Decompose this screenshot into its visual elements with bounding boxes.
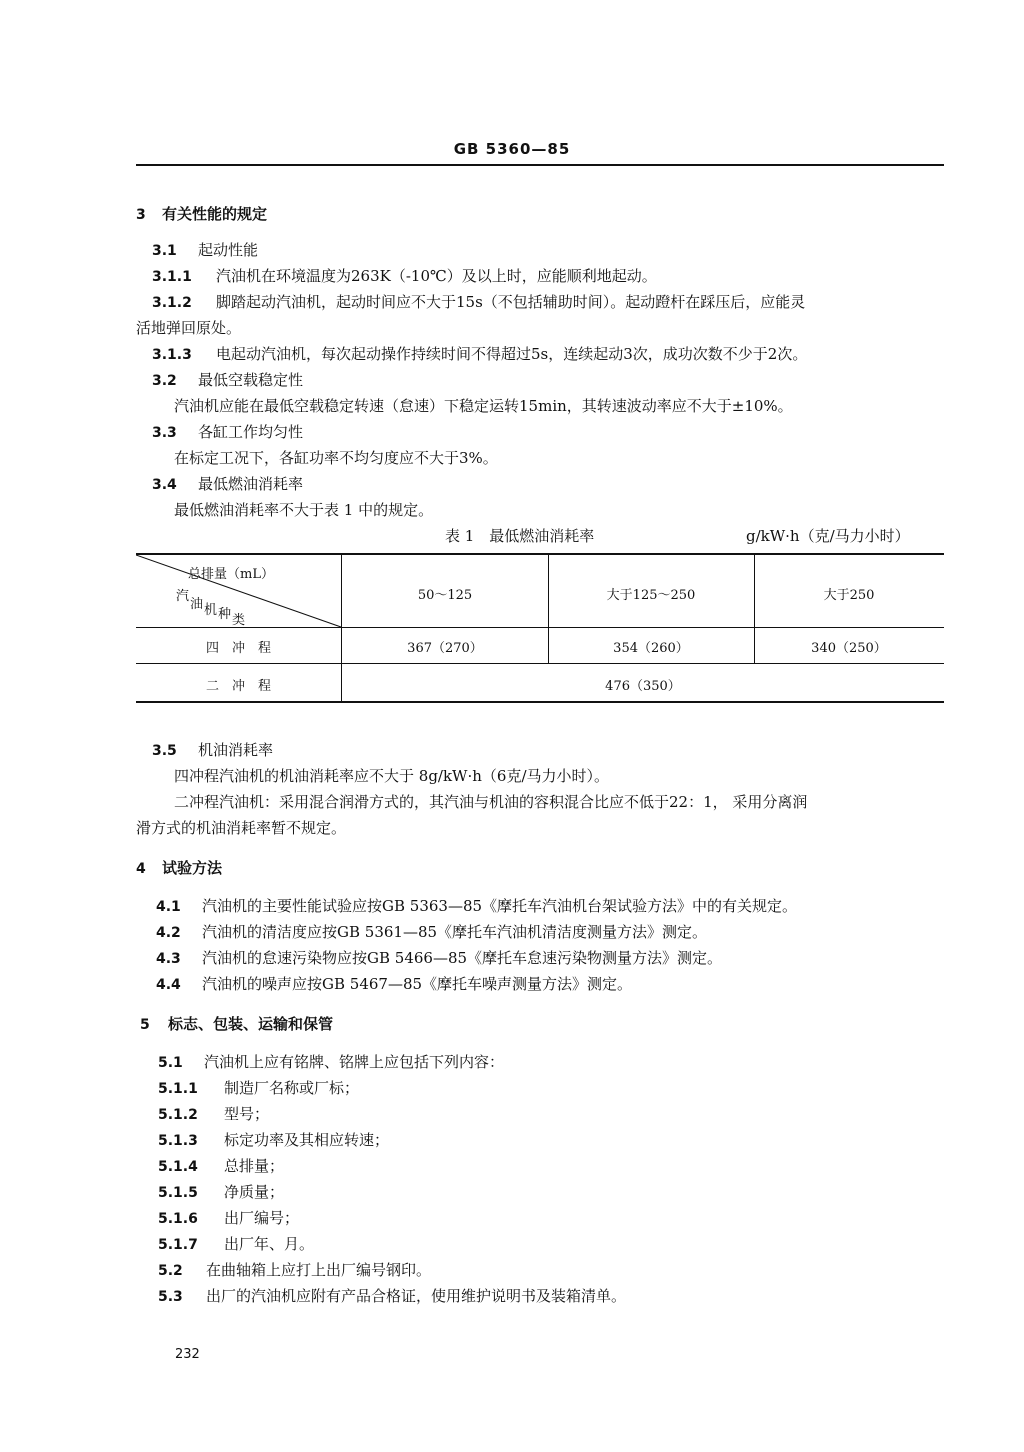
table-cell: 354（260） bbox=[613, 641, 689, 656]
section-5-1-7: 5.1.7 出厂年、月。 bbox=[158, 1235, 315, 1253]
section-4-3: 4.3 汽油机的怠速污染物应按GB 5466—85《摩托车怠速污染物测量方法》测定。 bbox=[156, 949, 723, 967]
section-3-4-para: 最低燃油消耗率不大于表 1 中的规定。 bbox=[174, 501, 434, 519]
table-unit: g/kW·h（克/马力小时） bbox=[746, 527, 910, 545]
corner-header-char: 汽 bbox=[176, 589, 190, 604]
section-4-4: 4.4 汽油机的噪声应按GB 5467—85《摩托车噪声测量方法》测定。 bbox=[156, 975, 633, 993]
section-3-heading: 3 有关性能的规定 bbox=[136, 205, 268, 223]
corner-header-char: 种 bbox=[218, 607, 232, 622]
page-number: 232 bbox=[175, 1347, 200, 1362]
row-label: 四 冲 程 bbox=[205, 641, 271, 656]
section-5-1-3: 5.1.3 标定功率及其相应转速； bbox=[158, 1131, 390, 1149]
section-3-1-3: 3.1.3 电起动汽油机，每次起动操作持续时间不得超过5s，连续起动3次，成功次数不少于2次。 bbox=[152, 345, 808, 363]
section-5-2: 5.2 在曲轴箱上应打上出厂编号钢印。 bbox=[158, 1261, 432, 1279]
section-3-2: 3.2 最低空载稳定性 bbox=[152, 371, 304, 389]
header-rule bbox=[136, 164, 944, 166]
section-3-1-2: 3.1.2 脚踏起动汽油机，起动时间应不大于15s（不包括辅助时间）。起动蹬杆在踩压后，应能灵 bbox=[152, 293, 806, 311]
corner-header-char: 类 bbox=[232, 613, 246, 628]
section-3-1: 3.1 起动性能 bbox=[152, 241, 259, 259]
column-header: 50～125 bbox=[417, 588, 473, 603]
section-3-3: 3.3 各缸工作均匀性 bbox=[152, 423, 304, 441]
corner-header-char: 油 bbox=[190, 597, 204, 612]
fuel-consumption-table bbox=[136, 553, 944, 703]
section-4-2: 4.2 汽油机的清洁度应按GB 5361—85《摩托车汽油机清洁度测量方法》测定。 bbox=[156, 923, 708, 941]
section-5-1: 5.1 汽油机上应有铭牌、铭牌上应包括下列内容： bbox=[158, 1053, 505, 1071]
section-3-5-para2-cont: 滑方式的机油消耗率暂不规定。 bbox=[136, 819, 347, 837]
section-5-3: 5.3 出厂的汽油机应附有产品合格证，使用维护说明书及装箱清单。 bbox=[158, 1287, 627, 1305]
corner-header-char: 机 bbox=[204, 603, 218, 618]
section-3-1-1: 3.1.1 汽油机在环境温度为263K（-10℃）及以上时，应能顺利地起动。 bbox=[152, 267, 657, 285]
row-label: 二 冲 程 bbox=[205, 679, 271, 694]
section-5-1-6: 5.1.6 出厂编号； bbox=[158, 1209, 300, 1227]
section-4-heading: 4 试验方法 bbox=[136, 859, 223, 877]
section-3-1-2-cont: 活地弹回原处。 bbox=[136, 319, 242, 337]
section-3-2-para: 汽油机应能在最低空载稳定转速（怠速）下稳定运转15min，其转速波动率应不大于±10%。 bbox=[174, 397, 793, 415]
section-3-5: 3.5 机油消耗率 bbox=[152, 741, 274, 759]
section-5-1-1: 5.1.1 制造厂名称或厂标； bbox=[158, 1079, 360, 1097]
section-5-1-5: 5.1.5 净质量； bbox=[158, 1183, 285, 1201]
document-header: GB 5360—85 bbox=[453, 140, 571, 158]
table-bottom-border bbox=[136, 701, 944, 703]
section-3-3-para: 在标定工况下，各缸功率不均匀度应不大于3%。 bbox=[174, 449, 498, 467]
table-cell: 367（270） bbox=[407, 641, 483, 656]
table-caption: 表 1 最低燃油消耗率 bbox=[445, 527, 595, 545]
section-5-1-4: 5.1.4 总排量； bbox=[158, 1157, 285, 1175]
column-header: 大于250 bbox=[823, 588, 875, 603]
table-cell: 340（250） bbox=[811, 641, 887, 656]
section-4-1: 4.1 汽油机的主要性能试验应按GB 5363—85《摩托车汽油机台架试验方法》中的有关规定。 bbox=[156, 897, 798, 915]
table-row-border bbox=[136, 663, 944, 664]
section-3-5-para1: 四冲程汽油机的机油消耗率应不大于 8g/kW·h（6克/马力小时）。 bbox=[174, 767, 610, 785]
section-3-5-para2: 二冲程汽油机：采用混合润滑方式的，其汽油与机油的容积混合比应不低于22：1， 采用分离润 bbox=[174, 793, 808, 811]
section-5-heading: 5 标志、包装、运输和保管 bbox=[140, 1015, 334, 1033]
corner-header-top: 总排量（mL） bbox=[188, 567, 274, 582]
column-header: 大于125～250 bbox=[606, 588, 696, 603]
section-3-4: 3.4 最低燃油消耗率 bbox=[152, 475, 304, 493]
table-cell: 476（350） bbox=[605, 679, 681, 694]
section-5-1-2: 5.1.2 型号； bbox=[158, 1105, 270, 1123]
